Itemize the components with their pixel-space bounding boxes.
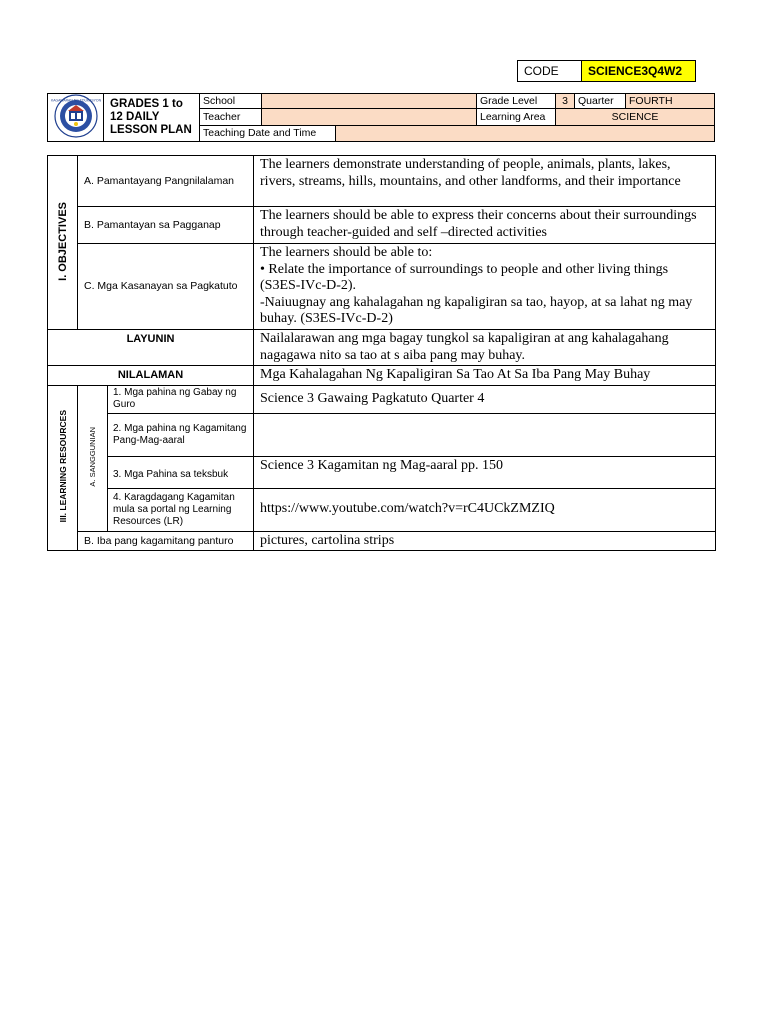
learning-area-label: Learning Area <box>477 109 556 125</box>
objectives-section-label: I. OBJECTIVES <box>48 156 78 330</box>
teaching-date-label: Teaching Date and Time <box>200 125 336 141</box>
performance-standard-text: The learners should be able to express their concerns about their surroundings through teacher-guided and self –directed activities <box>254 207 716 244</box>
learning-resources-section-label: III. LEARNING RESOURCES <box>48 385 78 551</box>
learning-competencies-label: C. Mga Kasanayan sa Pagkatuto <box>78 244 254 330</box>
content-standard-label: A. Pamantayang Pangnilalaman <box>78 156 254 207</box>
nilalaman-text: Mga Kahalagahan Ng Kapaligiran Sa Tao At Sa Iba Pang May Buhay <box>254 366 716 386</box>
code-box <box>517 60 696 82</box>
layunin-label: LAYUNIN <box>48 330 254 366</box>
competency-bullet: • Relate the importance of surroundings to people and other living things (S3ES-IVc-D-2). <box>260 261 669 293</box>
title-line-3: LESSON PLAN <box>110 124 192 136</box>
teacher-guide-pages-label: 1. Mga pahina ng Gabay ng Guro <box>108 385 254 413</box>
textbook-pages-label: 3. Mga Pahina sa teksbuk <box>108 456 254 488</box>
teacher-label: Teacher <box>200 109 262 125</box>
teaching-date-field[interactable] <box>336 125 715 141</box>
title-line-2: 12 DAILY <box>110 111 160 123</box>
learner-materials-pages-label: 2. Mga pahina ng Kagamitang Pang-Mag-aaral <box>108 413 254 456</box>
grade-level-label: Grade Level <box>477 94 556 109</box>
code-value: SCIENCE3Q4W2 <box>582 61 696 82</box>
competency-intro: The learners should be able to: <box>260 245 433 260</box>
deped-seal-icon <box>50 94 101 138</box>
other-materials-label: B. Iba pang kagamitang panturo <box>78 531 254 551</box>
school-field[interactable] <box>262 94 477 109</box>
title-line-1: GRADES 1 to <box>110 98 183 110</box>
lr-portal-label: 4. Karagdagang Kagamitan mula sa portal ng Learning Resources (LR) <box>108 488 254 531</box>
lr-portal-link[interactable]: https://www.youtube.com/watch?v=rC4UCkZMZIQ <box>254 488 716 531</box>
lesson-plan-title <box>104 94 200 142</box>
grade-level-value[interactable]: 3 <box>556 94 575 109</box>
learning-area-value[interactable]: SCIENCE <box>556 109 715 125</box>
school-label: School <box>200 94 262 109</box>
lesson-plan-body <box>47 155 716 551</box>
textbook-pages-value: Science 3 Kagamitan ng Mag-aaral pp. 150 <box>254 456 716 488</box>
performance-standard-label: B. Pamantayan sa Pagganap <box>78 207 254 244</box>
teacher-guide-pages-value: Science 3 Gawaing Pagkatuto Quarter 4 <box>254 385 716 413</box>
deped-seal-cell <box>48 94 104 142</box>
competency-filipino: -Naiuugnay ang kahalagahan ng kapaligiran sa tao, hayop, at sa lahat ng may buhay. (S3ES-IVc-D-2) <box>260 294 693 326</box>
sanggunian-label: A. SANGGUNIAN <box>78 385 108 531</box>
lesson-plan-header <box>47 93 715 142</box>
code-label: CODE <box>518 61 582 82</box>
quarter-label: Quarter <box>575 94 626 109</box>
other-materials-value: pictures, cartolina strips <box>254 531 716 551</box>
learning-competencies-text <box>254 244 716 330</box>
learner-materials-pages-value <box>254 413 716 456</box>
content-standard-text: The learners demonstrate understanding of people, animals, plants, lakes, rivers, streams, hills, mountains, and other landforms, and their importance <box>254 156 716 207</box>
quarter-value[interactable]: FOURTH <box>626 94 715 109</box>
nilalaman-label: NILALAMAN <box>48 366 254 386</box>
svg-text:KAGAWARAN NG EDUKASYON: KAGAWARAN NG EDUKASYON <box>50 98 101 103</box>
layunin-text: Nailalarawan ang mga bagay tungkol sa kapaligiran at ang kahalagahang nagagawa nito sa tao at s aiba pang may buhay. <box>254 330 716 366</box>
teacher-field[interactable] <box>262 109 477 125</box>
